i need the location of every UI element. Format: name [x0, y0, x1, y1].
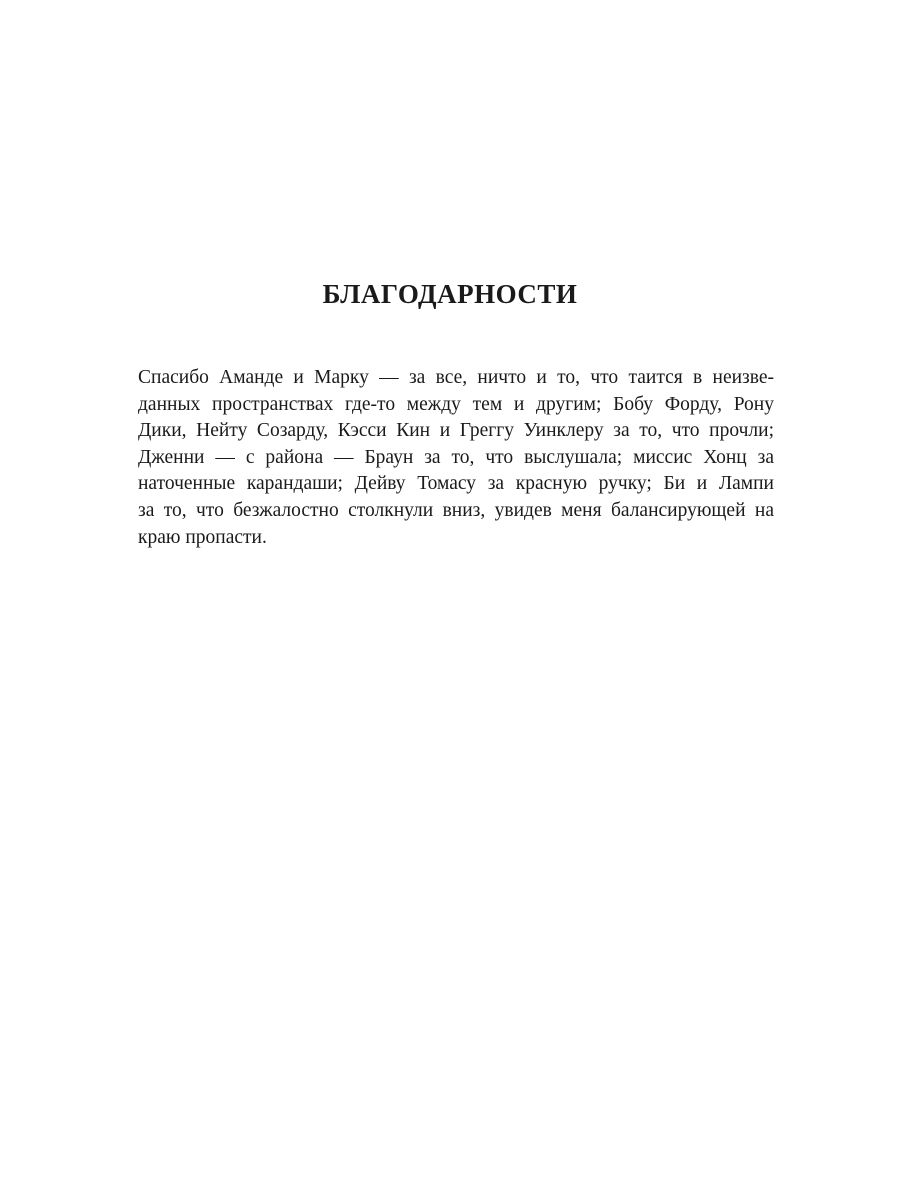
paragraph-line: за то, что безжалостно столкнули вниз, увидев меня балансирующей на — [138, 499, 774, 521]
paragraph-line: Дженни — с района — Браун за то, что выслушала; миссис Хонц за — [138, 446, 774, 468]
acknowledgements-paragraph — [138, 365, 774, 551]
paragraph-line: Дики, Нейту Созарду, Кэсси Кин и Греггу Уинклеру за то, что прочли; — [138, 420, 774, 442]
page-title: БЛАГОДАРНОСТИ — [322, 279, 578, 309]
paragraph-line: краю пропасти. — [138, 526, 267, 548]
paragraph-line: наточенные карандаши; Дейву Томасу за красную ручку; Би и Лампи — [138, 473, 774, 495]
paragraph-line: данных пространствах где-то между тем и другим; Бобу Форду, Рону — [138, 393, 774, 415]
paragraph-line: Спасибо Аманде и Марку — за все, ничто и то, что таится в неизве- — [138, 367, 774, 388]
